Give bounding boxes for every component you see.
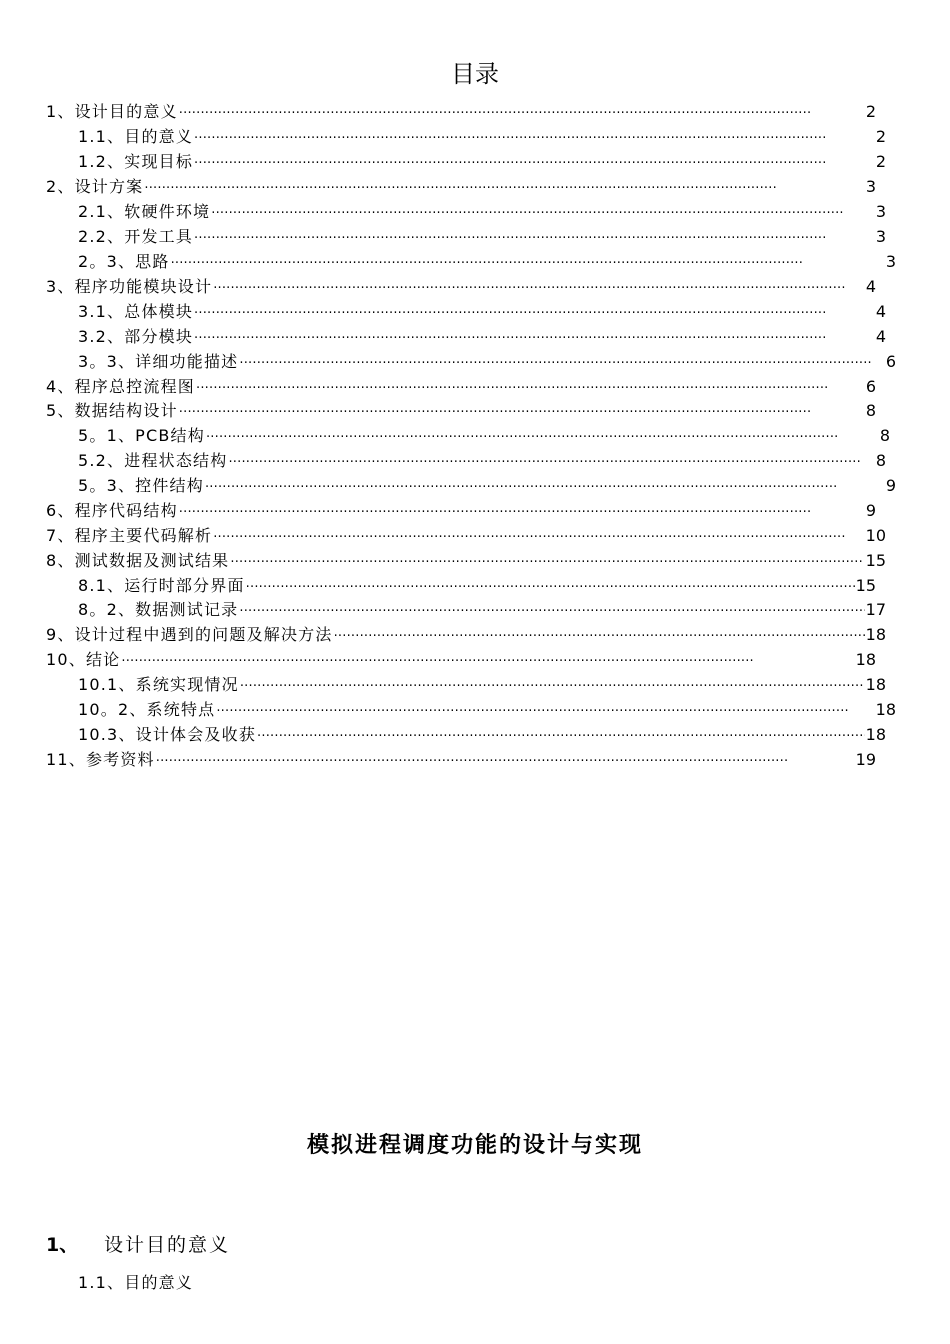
toc-entry-label: 11、参考资料 — [46, 750, 155, 769]
toc-entry[interactable] — [78, 450, 886, 474]
toc-page-number: 9 — [885, 476, 896, 495]
toc-entry[interactable] — [78, 699, 896, 723]
toc-leader — [213, 527, 864, 549]
toc-entry[interactable] — [78, 425, 890, 449]
toc-entry[interactable] — [78, 475, 896, 499]
toc-page-number: 17 — [865, 600, 886, 619]
toc-leader — [240, 676, 865, 698]
toc-leader — [334, 626, 865, 648]
toc-entry-label: 10。2、系统特点 — [78, 700, 216, 719]
document-title: 模拟进程调度功能的设计与实现 — [306, 1133, 643, 1158]
toc-entry[interactable] — [46, 649, 876, 673]
toc-page-number: 2 — [865, 102, 876, 121]
toc-entry[interactable] — [46, 525, 886, 549]
toc-leader — [194, 303, 875, 325]
section-number: 1、 — [46, 1234, 79, 1256]
toc-leader — [179, 402, 865, 424]
toc-leader — [121, 651, 854, 673]
toc-entry-label: 9、设计过程中遇到的问题及解决方法 — [46, 625, 333, 644]
toc-page-number: 3 — [875, 202, 886, 221]
toc-entry-label: 5、数据结构设计 — [46, 401, 178, 420]
toc-entry-label: 10、结论 — [46, 650, 121, 669]
toc-entry[interactable] — [78, 301, 886, 325]
toc-entry-label: 3.1、总体模块 — [78, 302, 194, 321]
toc-entry[interactable] — [78, 575, 876, 599]
toc-entry-label: 7、程序主要代码解析 — [46, 526, 213, 545]
toc-entry[interactable] — [46, 176, 876, 200]
toc-page-number: 8 — [879, 426, 890, 445]
toc-page-number: 4 — [875, 327, 886, 346]
toc-entry-label: 2.1、软硬件环境 — [78, 202, 211, 221]
toc-title: 目录 — [451, 60, 499, 88]
toc-entry[interactable] — [46, 400, 876, 424]
toc-leader — [179, 502, 865, 524]
toc-page-number: 2 — [875, 152, 886, 171]
toc-entry-label: 2、设计方案 — [46, 177, 144, 196]
toc-leader — [211, 203, 875, 225]
toc-entry[interactable] — [46, 276, 876, 300]
toc-page-number: 3 — [865, 177, 876, 196]
toc-entry[interactable] — [78, 226, 886, 250]
toc-page-number: 18 — [865, 675, 886, 694]
toc-entry-label: 1.2、实现目标 — [78, 152, 194, 171]
toc-page-number: 18 — [865, 625, 886, 644]
toc-entry[interactable] — [46, 376, 876, 400]
toc-entry[interactable] — [46, 550, 886, 574]
toc-leader — [194, 128, 875, 150]
toc-entry-label: 1、设计目的意义 — [46, 102, 178, 121]
subsection-heading-1-1: 1.1、目的意义 — [78, 1273, 194, 1292]
toc-leader — [194, 228, 875, 250]
toc-page-number: 15 — [855, 576, 876, 595]
toc-entry[interactable] — [46, 500, 876, 524]
toc-entry-label: 3、程序功能模块设计 — [46, 277, 213, 296]
toc-leader — [239, 601, 864, 623]
toc-page-number: 18 — [855, 650, 876, 669]
toc-entry-label: 1.1、目的意义 — [78, 127, 194, 146]
toc-page-number: 18 — [875, 700, 896, 719]
toc-page-number: 18 — [865, 725, 886, 744]
section-heading-1 — [46, 1232, 230, 1258]
toc-page-number: 9 — [865, 501, 876, 520]
toc-entry-label: 8、测试数据及测试结果 — [46, 551, 230, 570]
toc-entry-label: 8.1、运行时部分界面 — [78, 576, 245, 595]
toc-page-number: 3 — [885, 252, 896, 271]
toc-entry-label: 10.3、设计体会及收获 — [78, 725, 257, 744]
toc-page-number: 6 — [865, 377, 876, 396]
toc-leader — [230, 552, 864, 574]
toc-leader — [179, 103, 865, 125]
toc-entry[interactable] — [78, 126, 886, 150]
toc-page-number: 3 — [875, 227, 886, 246]
toc-leader — [239, 353, 884, 375]
toc-entry-label: 3.2、部分模块 — [78, 327, 194, 346]
toc-entry[interactable] — [78, 351, 896, 375]
toc-entry[interactable] — [78, 251, 896, 275]
toc-page-number: 2 — [875, 127, 886, 146]
toc-page-number: 6 — [885, 352, 896, 371]
section-title: 设计目的意义 — [104, 1234, 231, 1256]
toc-leader — [196, 378, 865, 400]
toc-page-number: 10 — [865, 526, 886, 545]
toc-entry[interactable] — [78, 724, 886, 748]
toc-leader — [194, 328, 875, 350]
toc-leader — [213, 278, 865, 300]
toc-entry-label: 3。3、详细功能描述 — [78, 352, 239, 371]
toc-leader — [216, 701, 874, 723]
toc-entry-label: 5.2、进程状态结构 — [78, 451, 228, 470]
toc-page-number: 8 — [875, 451, 886, 470]
toc-entry[interactable] — [78, 201, 886, 225]
toc-entry[interactable] — [78, 326, 886, 350]
toc-entry[interactable] — [78, 151, 886, 175]
toc-entry-label: 8。2、数据测试记录 — [78, 600, 239, 619]
toc-entry[interactable] — [78, 674, 886, 698]
toc-leader — [246, 577, 855, 599]
toc-entry-label: 2.2、开发工具 — [78, 227, 194, 246]
toc-leader — [206, 427, 879, 449]
toc-page-number: 4 — [865, 277, 876, 296]
toc-page-number: 19 — [855, 750, 876, 769]
toc-entry[interactable] — [46, 749, 876, 773]
toc-entry[interactable] — [46, 101, 876, 125]
toc-leader — [257, 726, 865, 748]
toc-entry[interactable] — [46, 624, 886, 648]
toc-page-number: 4 — [875, 302, 886, 321]
toc-leader — [205, 477, 885, 499]
toc-entry-label: 5。3、控件结构 — [78, 476, 204, 495]
toc-entry-label: 4、程序总控流程图 — [46, 377, 195, 396]
toc-leader — [156, 751, 855, 773]
toc-entry[interactable] — [78, 599, 886, 623]
toc-leader — [194, 153, 875, 175]
toc-entry-label: 2。3、思路 — [78, 252, 170, 271]
toc-entry-label: 6、程序代码结构 — [46, 501, 178, 520]
toc-entry-label: 10.1、系统实现情况 — [78, 675, 239, 694]
toc-leader — [228, 452, 874, 474]
toc-page-number: 15 — [865, 551, 886, 570]
toc-page-number: 8 — [865, 401, 876, 420]
toc-leader — [144, 178, 864, 200]
toc-entry-label: 5。1、PCB结构 — [78, 426, 205, 445]
toc-leader — [171, 253, 885, 275]
